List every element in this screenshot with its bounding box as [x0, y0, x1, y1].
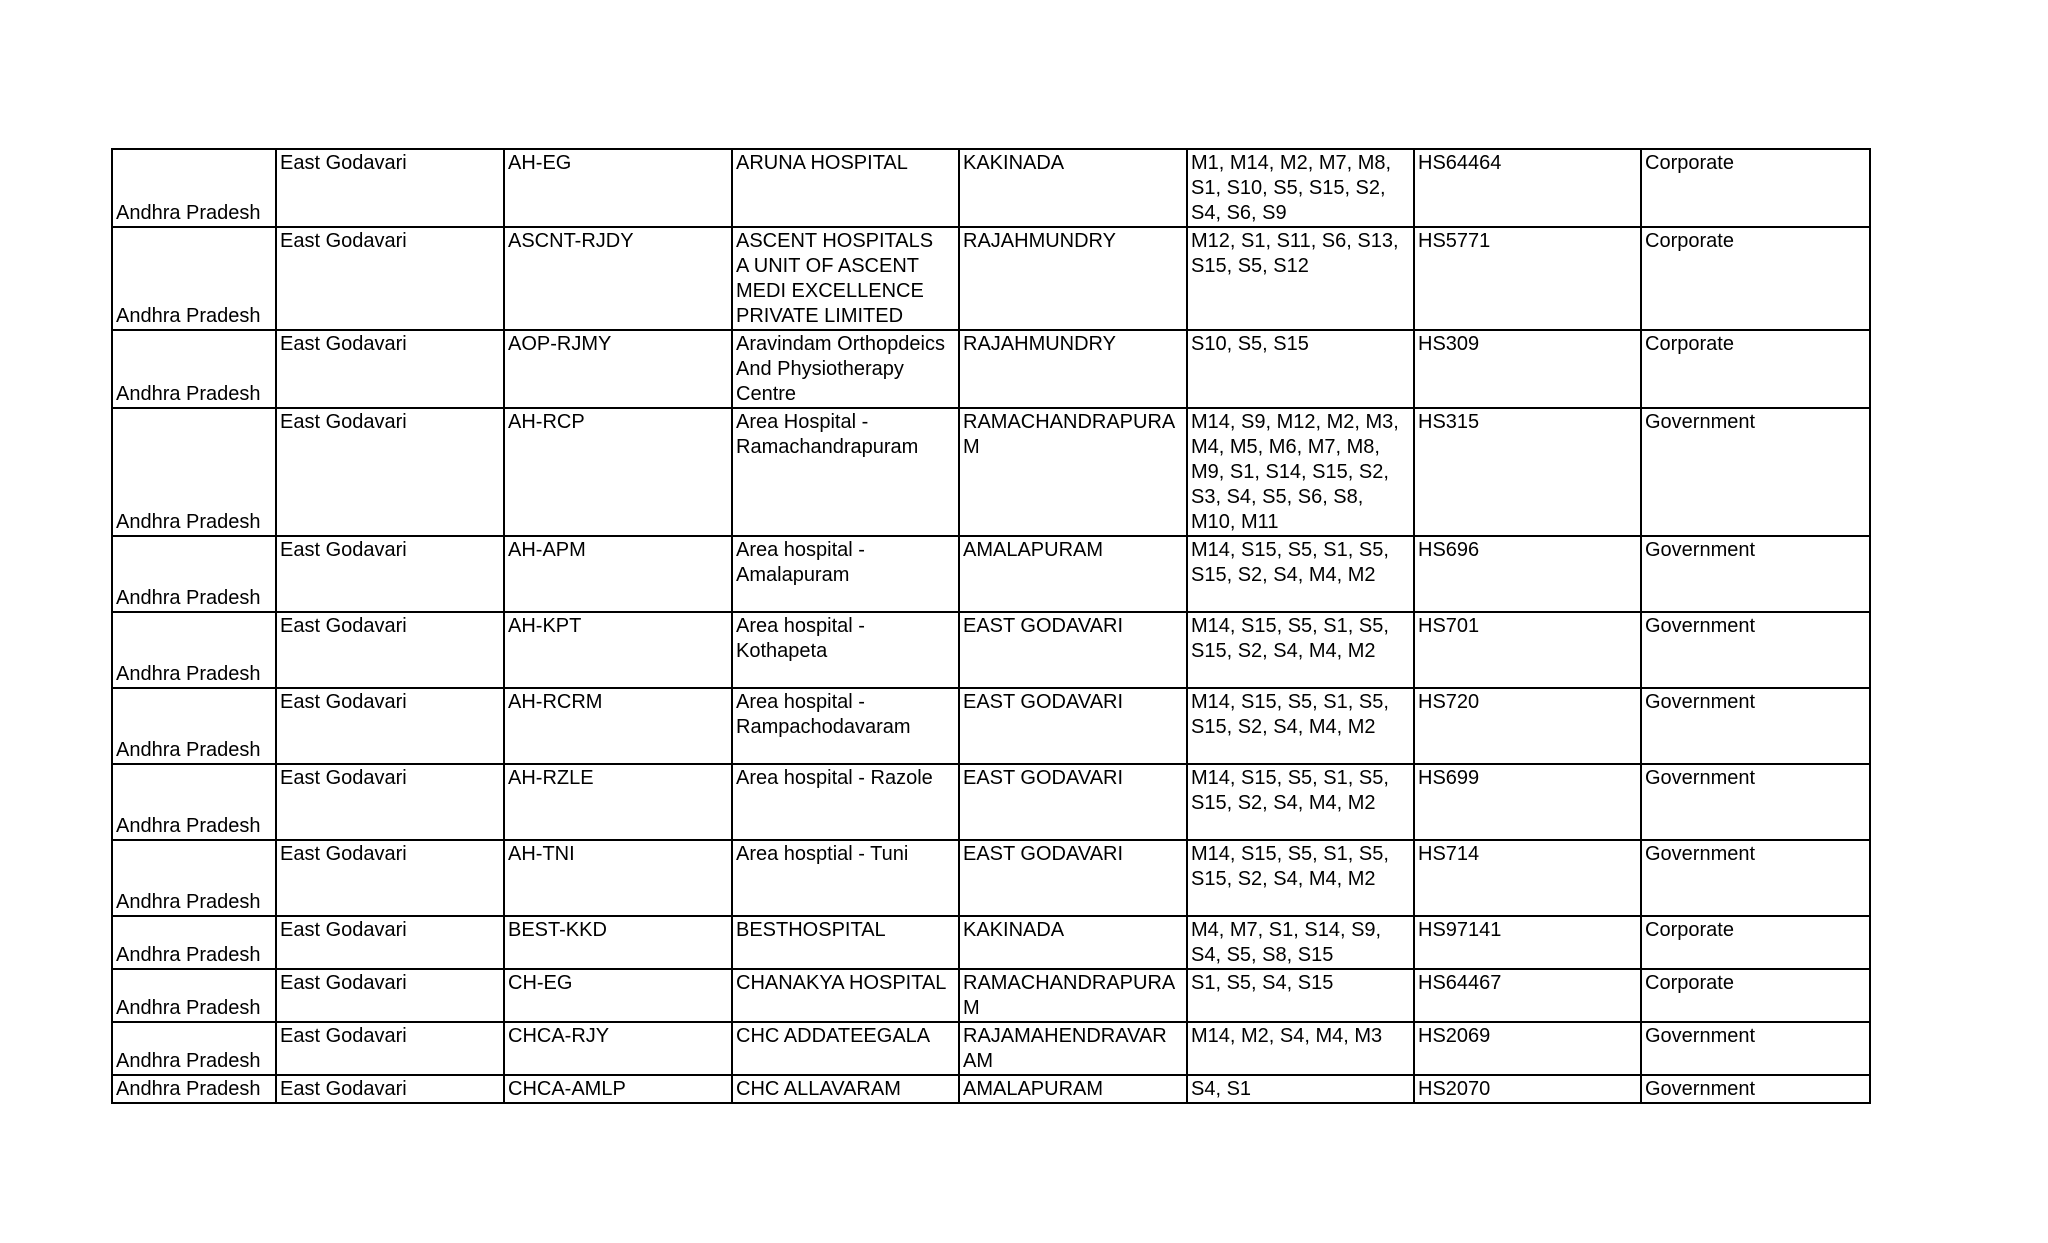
hs-id-cell: HS5771 [1414, 227, 1641, 330]
hospital-name-cell: ARUNA HOSPITAL [732, 149, 959, 227]
district-cell: East Godavari [276, 764, 504, 840]
hs-id-cell: HS309 [1414, 330, 1641, 408]
state-cell: Andhra Pradesh [112, 536, 276, 612]
specialities-cell: M14, S15, S5, S1, S5, S15, S2, S4, M4, M2 [1187, 536, 1414, 612]
table-row [112, 688, 1870, 764]
state-cell: Andhra Pradesh [112, 840, 276, 916]
city-cell: RAJAHMUNDRY [959, 227, 1187, 330]
hospital-type-cell: Government [1641, 1075, 1870, 1103]
hs-id-cell: HS315 [1414, 408, 1641, 536]
hospital-name-cell: CHC ALLAVARAM [732, 1075, 959, 1103]
hs-id-cell: HS64467 [1414, 969, 1641, 1022]
hospital-name-cell: Aravindam Orthopdeics And Physiotherapy Centre [732, 330, 959, 408]
state-cell: Andhra Pradesh [112, 227, 276, 330]
district-cell: East Godavari [276, 330, 504, 408]
specialities-cell: M1, M14, M2, M7, M8, S1, S10, S5, S15, S2, S4, S6, S9 [1187, 149, 1414, 227]
table-row [112, 408, 1870, 536]
state-cell: Andhra Pradesh [112, 612, 276, 688]
state-cell: Andhra Pradesh [112, 969, 276, 1022]
hospital-type-cell: Corporate [1641, 916, 1870, 969]
city-cell: EAST GODAVARI [959, 764, 1187, 840]
table-row [112, 227, 1870, 330]
city-cell: RAMACHANDRAPURA M [959, 969, 1187, 1022]
district-cell: East Godavari [276, 227, 504, 330]
hospital-name-cell: CHC ADDATEEGALA [732, 1022, 959, 1075]
code-cell: AH-TNI [504, 840, 732, 916]
table-row [112, 1075, 1870, 1103]
district-cell: East Godavari [276, 1075, 504, 1103]
code-cell: AH-RCRM [504, 688, 732, 764]
district-cell: East Godavari [276, 536, 504, 612]
code-cell: BEST-KKD [504, 916, 732, 969]
hospital-type-cell: Corporate [1641, 330, 1870, 408]
specialities-cell: M14, S15, S5, S1, S5, S15, S2, S4, M4, M2 [1187, 764, 1414, 840]
state-cell: Andhra Pradesh [112, 1075, 276, 1103]
hospital-type-cell: Government [1641, 764, 1870, 840]
hospital-type-cell: Corporate [1641, 227, 1870, 330]
table-row [112, 536, 1870, 612]
district-cell: East Godavari [276, 688, 504, 764]
district-cell: East Godavari [276, 840, 504, 916]
state-cell: Andhra Pradesh [112, 688, 276, 764]
district-cell: East Godavari [276, 916, 504, 969]
code-cell: CH-EG [504, 969, 732, 1022]
table-row [112, 916, 1870, 969]
hospital-name-cell: Area hospital - Razole [732, 764, 959, 840]
specialities-cell: M14, S9, M12, M2, M3, M4, M5, M6, M7, M8, M9, S1, S14, S15, S2, S3, S4, S5, S6, S8, M10, M11 [1187, 408, 1414, 536]
city-cell: EAST GODAVARI [959, 688, 1187, 764]
hs-id-cell: HS699 [1414, 764, 1641, 840]
specialities-cell: M12, S1, S11, S6, S13, S15, S5, S12 [1187, 227, 1414, 330]
table-row [112, 969, 1870, 1022]
city-cell: AMALAPURAM [959, 1075, 1187, 1103]
hospital-table [111, 148, 1871, 1104]
state-cell: Andhra Pradesh [112, 764, 276, 840]
specialities-cell: S4, S1 [1187, 1075, 1414, 1103]
district-cell: East Godavari [276, 969, 504, 1022]
hospital-name-cell: Area hosptial - Tuni [732, 840, 959, 916]
city-cell: EAST GODAVARI [959, 840, 1187, 916]
district-cell: East Godavari [276, 149, 504, 227]
specialities-cell: M14, S15, S5, S1, S5, S15, S2, S4, M4, M2 [1187, 688, 1414, 764]
hospital-type-cell: Government [1641, 840, 1870, 916]
hospital-type-cell: Government [1641, 612, 1870, 688]
hospital-type-cell: Government [1641, 536, 1870, 612]
code-cell: CHCA-AMLP [504, 1075, 732, 1103]
specialities-cell: M4, M7, S1, S14, S9, S4, S5, S8, S15 [1187, 916, 1414, 969]
state-cell: Andhra Pradesh [112, 330, 276, 408]
specialities-cell: M14, M2, S4, M4, M3 [1187, 1022, 1414, 1075]
table-row [112, 330, 1870, 408]
hospital-type-cell: Corporate [1641, 149, 1870, 227]
hs-id-cell: HS696 [1414, 536, 1641, 612]
specialities-cell: S10, S5, S15 [1187, 330, 1414, 408]
hospital-name-cell: Area hospital - Amalapuram [732, 536, 959, 612]
specialities-cell: S1, S5, S4, S15 [1187, 969, 1414, 1022]
city-cell: KAKINADA [959, 149, 1187, 227]
district-cell: East Godavari [276, 1022, 504, 1075]
hospital-type-cell: Government [1641, 688, 1870, 764]
hospital-type-cell: Corporate [1641, 969, 1870, 1022]
state-cell: Andhra Pradesh [112, 408, 276, 536]
city-cell: RAJAHMUNDRY [959, 330, 1187, 408]
hs-id-cell: HS720 [1414, 688, 1641, 764]
specialities-cell: M14, S15, S5, S1, S5, S15, S2, S4, M4, M2 [1187, 840, 1414, 916]
code-cell: AH-EG [504, 149, 732, 227]
hs-id-cell: HS97141 [1414, 916, 1641, 969]
city-cell: EAST GODAVARI [959, 612, 1187, 688]
hospital-name-cell: BESTHOSPITAL [732, 916, 959, 969]
specialities-cell: M14, S15, S5, S1, S5, S15, S2, S4, M4, M2 [1187, 612, 1414, 688]
state-cell: Andhra Pradesh [112, 916, 276, 969]
hs-id-cell: HS64464 [1414, 149, 1641, 227]
city-cell: RAMACHANDRAPURA M [959, 408, 1187, 536]
hospital-name-cell: CHANAKYA HOSPITAL [732, 969, 959, 1022]
table-body [112, 149, 1870, 1103]
hs-id-cell: HS2070 [1414, 1075, 1641, 1103]
state-cell: Andhra Pradesh [112, 149, 276, 227]
district-cell: East Godavari [276, 612, 504, 688]
code-cell: AH-APM [504, 536, 732, 612]
hospital-name-cell: Area Hospital - Ramachandrapuram [732, 408, 959, 536]
code-cell: CHCA-RJY [504, 1022, 732, 1075]
hs-id-cell: HS2069 [1414, 1022, 1641, 1075]
state-cell: Andhra Pradesh [112, 1022, 276, 1075]
district-cell: East Godavari [276, 408, 504, 536]
city-cell: AMALAPURAM [959, 536, 1187, 612]
hospital-name-cell: Area hospital - Kothapeta [732, 612, 959, 688]
hospital-type-cell: Government [1641, 408, 1870, 536]
hospital-type-cell: Government [1641, 1022, 1870, 1075]
table-row [112, 764, 1870, 840]
hs-id-cell: HS701 [1414, 612, 1641, 688]
hospital-name-cell: ASCENT HOSPITALS A UNIT OF ASCENT MEDI EXCELLENCE PRIVATE LIMITED [732, 227, 959, 330]
code-cell: ASCNT-RJDY [504, 227, 732, 330]
code-cell: AOP-RJMY [504, 330, 732, 408]
city-cell: RAJAMAHENDRAVAR AM [959, 1022, 1187, 1075]
table-row [112, 612, 1870, 688]
hs-id-cell: HS714 [1414, 840, 1641, 916]
code-cell: AH-RZLE [504, 764, 732, 840]
table-row [112, 840, 1870, 916]
table-row [112, 1022, 1870, 1075]
hospital-name-cell: Area hospital - Rampachodavaram [732, 688, 959, 764]
city-cell: KAKINADA [959, 916, 1187, 969]
table-row [112, 149, 1870, 227]
code-cell: AH-RCP [504, 408, 732, 536]
code-cell: AH-KPT [504, 612, 732, 688]
